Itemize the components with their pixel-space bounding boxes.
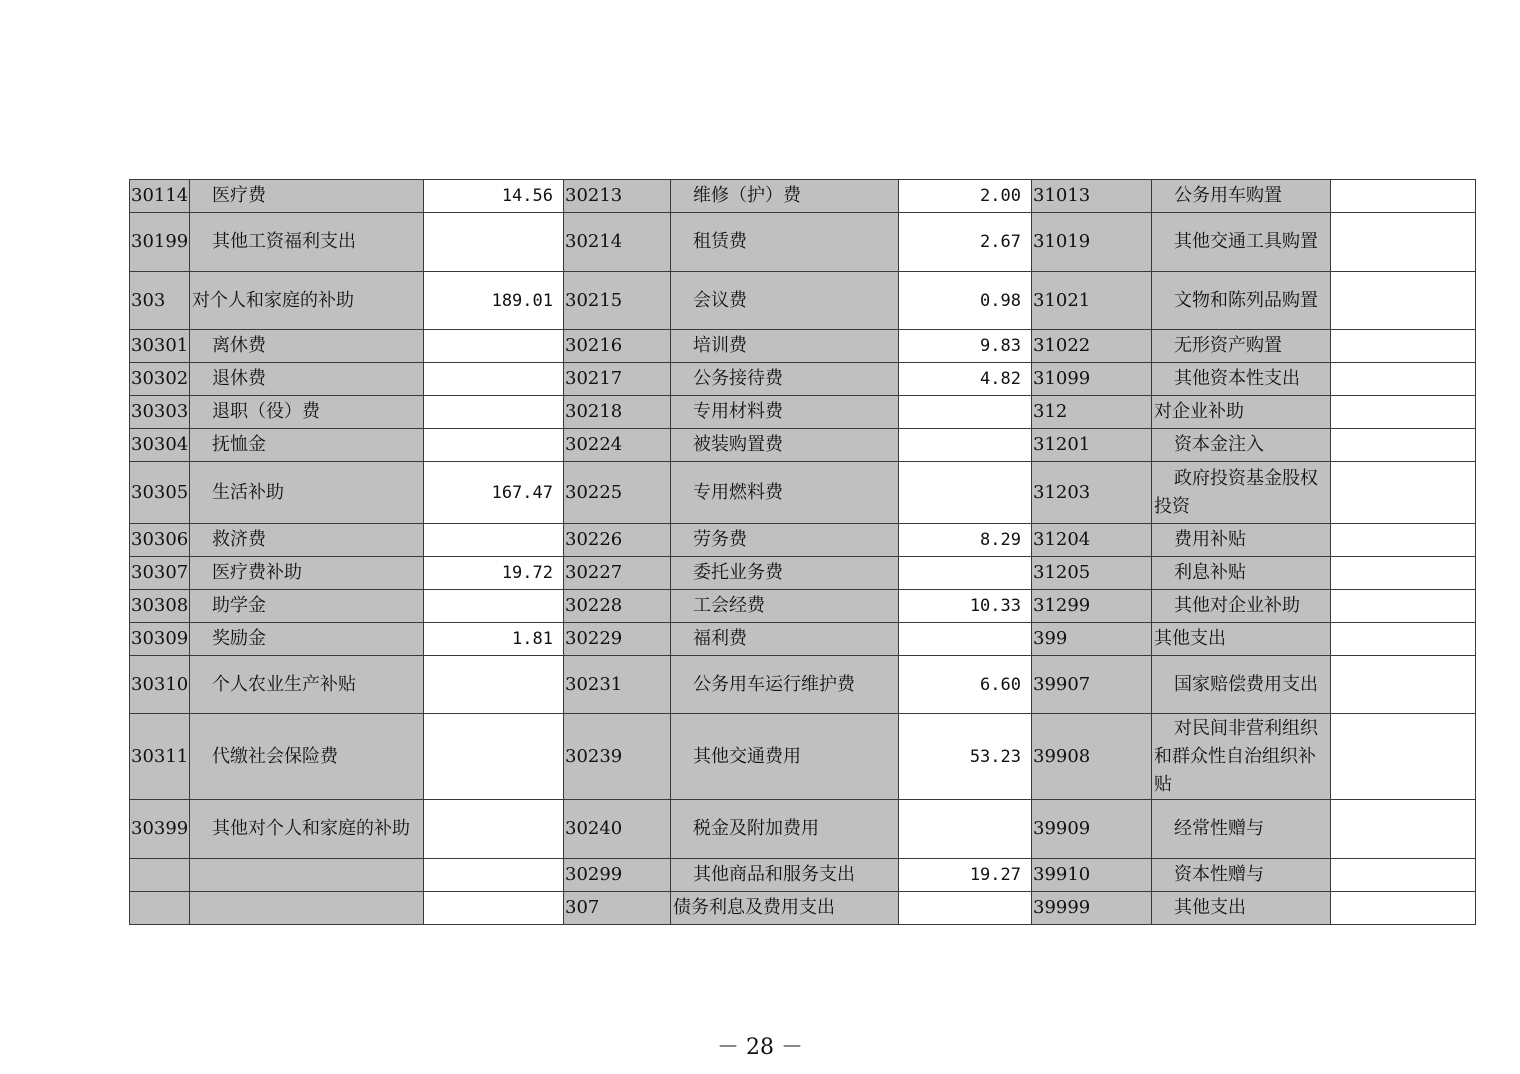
amount-cell: 19.72 xyxy=(424,557,564,590)
amount-cell xyxy=(1331,557,1476,590)
amount-cell xyxy=(424,800,564,859)
amount-cell: 53.23 xyxy=(899,714,1032,800)
econ-item-name-cell: 抚恤金 xyxy=(190,429,424,462)
amount-cell xyxy=(424,429,564,462)
econ-item-name-cell: 对企业补助 xyxy=(1152,396,1331,429)
econ-code-cell: 30299 xyxy=(564,859,671,892)
amount-cell xyxy=(424,396,564,429)
econ-item-name-cell xyxy=(190,892,424,925)
amount-cell xyxy=(424,656,564,714)
econ-item-name-cell: 其他支出 xyxy=(1152,892,1331,925)
amount-cell xyxy=(899,396,1032,429)
table-row xyxy=(130,462,1476,524)
econ-item-name-cell: 工会经费 xyxy=(671,590,899,623)
amount-cell xyxy=(424,363,564,396)
amount-cell xyxy=(424,590,564,623)
amount-cell: 1.81 xyxy=(424,623,564,656)
econ-code-cell: 30213 xyxy=(564,180,671,213)
econ-code-cell: 39907 xyxy=(1032,656,1152,714)
amount-cell xyxy=(1331,180,1476,213)
table-row xyxy=(130,557,1476,590)
econ-code-cell: 31019 xyxy=(1032,213,1152,272)
amount-cell xyxy=(1331,590,1476,623)
econ-code-cell: 30303 xyxy=(130,396,190,429)
econ-code-cell: 30307 xyxy=(130,557,190,590)
amount-cell: 2.00 xyxy=(899,180,1032,213)
amount-cell xyxy=(1331,623,1476,656)
amount-cell xyxy=(899,800,1032,859)
econ-code-cell: 31204 xyxy=(1032,524,1152,557)
econ-code-cell: 30215 xyxy=(564,272,671,330)
econ-code-cell xyxy=(130,892,190,925)
econ-item-name-cell: 其他支出 xyxy=(1152,623,1331,656)
amount-cell xyxy=(1331,429,1476,462)
econ-code-cell: 30304 xyxy=(130,429,190,462)
econ-item-name-cell: 其他交通工具购置 xyxy=(1152,213,1331,272)
econ-code-cell: 39910 xyxy=(1032,859,1152,892)
econ-item-name-cell: 培训费 xyxy=(671,330,899,363)
amount-cell xyxy=(1331,330,1476,363)
econ-code-cell: 30114 xyxy=(130,180,190,213)
table-row xyxy=(130,180,1476,213)
econ-item-name-cell: 其他商品和服务支出 xyxy=(671,859,899,892)
amount-cell xyxy=(424,892,564,925)
amount-cell xyxy=(1331,213,1476,272)
econ-code-cell: 30229 xyxy=(564,623,671,656)
econ-code-cell: 30311 xyxy=(130,714,190,800)
amount-cell xyxy=(424,213,564,272)
amount-cell xyxy=(1331,524,1476,557)
econ-item-name-cell: 专用材料费 xyxy=(671,396,899,429)
table-row xyxy=(130,330,1476,363)
econ-item-name-cell: 其他工资福利支出 xyxy=(190,213,424,272)
table-row xyxy=(130,656,1476,714)
econ-code-cell: 30231 xyxy=(564,656,671,714)
econ-item-name-cell: 救济费 xyxy=(190,524,424,557)
amount-cell: 8.29 xyxy=(899,524,1032,557)
econ-item-name-cell: 个人农业生产补贴 xyxy=(190,656,424,714)
econ-item-name-cell: 资本金注入 xyxy=(1152,429,1331,462)
econ-item-name-cell: 劳务费 xyxy=(671,524,899,557)
table-row xyxy=(130,363,1476,396)
econ-item-name-cell: 政府投资基金股权投资 xyxy=(1152,462,1331,524)
econ-item-name-cell: 费用补贴 xyxy=(1152,524,1331,557)
econ-item-name-cell: 退休费 xyxy=(190,363,424,396)
table-row xyxy=(130,213,1476,272)
table-row xyxy=(130,524,1476,557)
amount-cell xyxy=(1331,892,1476,925)
amount-cell xyxy=(1331,396,1476,429)
econ-code-cell: 31022 xyxy=(1032,330,1152,363)
econ-item-name-cell: 利息补贴 xyxy=(1152,557,1331,590)
econ-code-cell: 30224 xyxy=(564,429,671,462)
econ-code-cell: 30310 xyxy=(130,656,190,714)
econ-item-name-cell: 医疗费补助 xyxy=(190,557,424,590)
econ-item-name-cell: 对民间非营利组织和群众性自治组织补贴 xyxy=(1152,714,1331,800)
econ-code-cell: 30214 xyxy=(564,213,671,272)
econ-item-name-cell: 助学金 xyxy=(190,590,424,623)
econ-code-cell: 312 xyxy=(1032,396,1152,429)
page-number: － 28 － xyxy=(717,1035,803,1060)
amount-cell xyxy=(424,524,564,557)
table-row xyxy=(130,590,1476,623)
econ-item-name-cell: 福利费 xyxy=(671,623,899,656)
econ-code-cell xyxy=(130,859,190,892)
econ-item-name-cell: 经常性赠与 xyxy=(1152,800,1331,859)
econ-item-name-cell: 会议费 xyxy=(671,272,899,330)
amount-cell xyxy=(899,557,1032,590)
amount-cell xyxy=(1331,462,1476,524)
econ-code-cell: 31299 xyxy=(1032,590,1152,623)
table-row xyxy=(130,714,1476,800)
amount-cell xyxy=(424,714,564,800)
amount-cell: 2.67 xyxy=(899,213,1032,272)
econ-item-name-cell: 离休费 xyxy=(190,330,424,363)
econ-code-cell: 30240 xyxy=(564,800,671,859)
econ-code-cell: 30308 xyxy=(130,590,190,623)
econ-item-name-cell: 债务利息及费用支出 xyxy=(671,892,899,925)
econ-item-name-cell: 其他交通费用 xyxy=(671,714,899,800)
table-row xyxy=(130,892,1476,925)
amount-cell xyxy=(899,429,1032,462)
econ-code-cell: 30225 xyxy=(564,462,671,524)
econ-code-cell: 30302 xyxy=(130,363,190,396)
amount-cell xyxy=(1331,363,1476,396)
amount-cell: 4.82 xyxy=(899,363,1032,396)
amount-cell: 19.27 xyxy=(899,859,1032,892)
amount-cell xyxy=(899,892,1032,925)
budget-expense-table xyxy=(129,179,1476,925)
econ-item-name-cell: 其他对个人和家庭的补助 xyxy=(190,800,424,859)
table-row xyxy=(130,272,1476,330)
econ-item-name-cell: 专用燃料费 xyxy=(671,462,899,524)
econ-code-cell: 30301 xyxy=(130,330,190,363)
econ-code-cell: 30199 xyxy=(130,213,190,272)
econ-item-name-cell: 税金及附加费用 xyxy=(671,800,899,859)
econ-code-cell: 30226 xyxy=(564,524,671,557)
econ-code-cell: 30399 xyxy=(130,800,190,859)
amount-cell xyxy=(1331,859,1476,892)
amount-cell: 9.83 xyxy=(899,330,1032,363)
econ-item-name-cell: 对个人和家庭的补助 xyxy=(190,272,424,330)
econ-item-name-cell: 公务用车运行维护费 xyxy=(671,656,899,714)
econ-item-name-cell: 文物和陈列品购置 xyxy=(1152,272,1331,330)
econ-code-cell: 31205 xyxy=(1032,557,1152,590)
amount-cell: 10.33 xyxy=(899,590,1032,623)
econ-item-name-cell: 退职（役）费 xyxy=(190,396,424,429)
econ-item-name-cell: 公务接待费 xyxy=(671,363,899,396)
econ-code-cell: 303 xyxy=(130,272,190,330)
econ-item-name-cell: 委托业务费 xyxy=(671,557,899,590)
econ-item-name-cell: 其他对企业补助 xyxy=(1152,590,1331,623)
amount-cell: 14.56 xyxy=(424,180,564,213)
amount-cell xyxy=(424,859,564,892)
econ-code-cell: 31201 xyxy=(1032,429,1152,462)
econ-item-name-cell: 资本性赠与 xyxy=(1152,859,1331,892)
econ-item-name-cell: 国家赔偿费用支出 xyxy=(1152,656,1331,714)
econ-code-cell: 30239 xyxy=(564,714,671,800)
econ-code-cell: 30218 xyxy=(564,396,671,429)
econ-code-cell: 30305 xyxy=(130,462,190,524)
econ-code-cell: 39908 xyxy=(1032,714,1152,800)
econ-item-name-cell: 其他资本性支出 xyxy=(1152,363,1331,396)
econ-item-name-cell: 公务用车购置 xyxy=(1152,180,1331,213)
table-row xyxy=(130,623,1476,656)
amount-cell xyxy=(1331,714,1476,800)
econ-item-name-cell: 被装购置费 xyxy=(671,429,899,462)
econ-item-name-cell: 无形资产购置 xyxy=(1152,330,1331,363)
econ-item-name-cell: 医疗费 xyxy=(190,180,424,213)
amount-cell: 0.98 xyxy=(899,272,1032,330)
econ-code-cell: 399 xyxy=(1032,623,1152,656)
amount-cell xyxy=(424,330,564,363)
econ-code-cell: 307 xyxy=(564,892,671,925)
econ-item-name-cell xyxy=(190,859,424,892)
econ-code-cell: 31099 xyxy=(1032,363,1152,396)
econ-code-cell: 31013 xyxy=(1032,180,1152,213)
econ-item-name-cell: 维修（护）费 xyxy=(671,180,899,213)
econ-code-cell: 31021 xyxy=(1032,272,1152,330)
amount-cell xyxy=(1331,800,1476,859)
econ-code-cell: 30216 xyxy=(564,330,671,363)
econ-code-cell: 30227 xyxy=(564,557,671,590)
econ-item-name-cell: 租赁费 xyxy=(671,213,899,272)
table-row xyxy=(130,800,1476,859)
econ-code-cell: 39909 xyxy=(1032,800,1152,859)
table-row xyxy=(130,429,1476,462)
amount-cell xyxy=(899,462,1032,524)
amount-cell: 189.01 xyxy=(424,272,564,330)
econ-code-cell: 30306 xyxy=(130,524,190,557)
amount-cell xyxy=(1331,656,1476,714)
amount-cell: 167.47 xyxy=(424,462,564,524)
econ-code-cell: 30228 xyxy=(564,590,671,623)
econ-code-cell: 31203 xyxy=(1032,462,1152,524)
table-row xyxy=(130,396,1476,429)
econ-item-name-cell: 奖励金 xyxy=(190,623,424,656)
econ-item-name-cell: 代缴社会保险费 xyxy=(190,714,424,800)
amount-cell xyxy=(899,623,1032,656)
econ-item-name-cell: 生活补助 xyxy=(190,462,424,524)
amount-cell xyxy=(1331,272,1476,330)
econ-code-cell: 30217 xyxy=(564,363,671,396)
amount-cell: 6.60 xyxy=(899,656,1032,714)
econ-code-cell: 30309 xyxy=(130,623,190,656)
table-row xyxy=(130,859,1476,892)
econ-code-cell: 39999 xyxy=(1032,892,1152,925)
